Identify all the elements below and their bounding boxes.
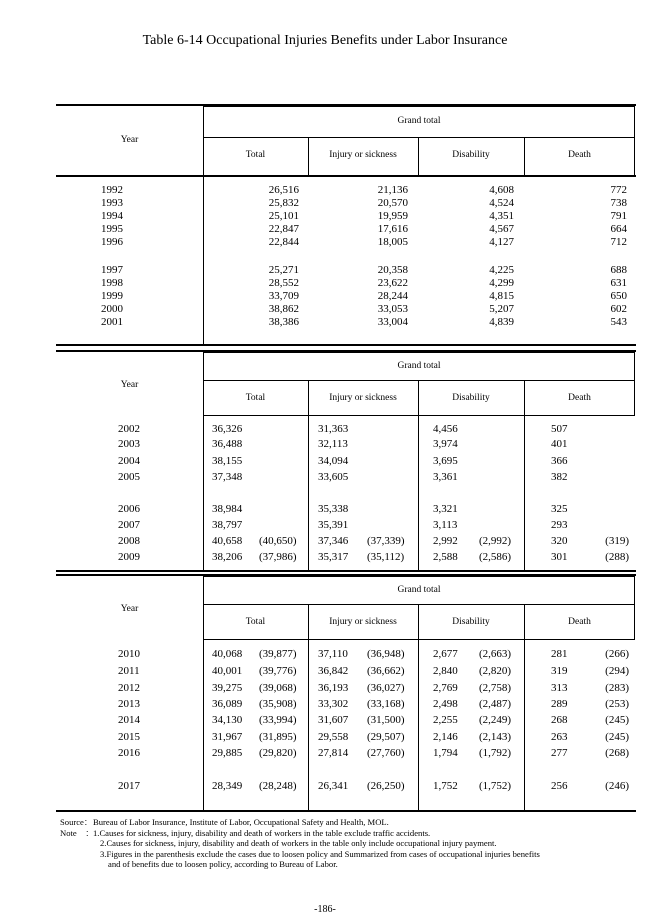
death-cell: 602 (610, 303, 627, 315)
total-cell: 34,130 (212, 714, 243, 726)
disability-cell: 4,524 (489, 197, 514, 209)
total-cell: 39,275 (212, 682, 243, 694)
injury-excl-cell: (36,027) (367, 682, 405, 694)
bottom-rule (56, 344, 636, 346)
grand-total-header: Grand total (397, 361, 441, 371)
injury-header: Injury or sickness (329, 393, 397, 403)
total-excl-cell: (40,650) (259, 535, 297, 547)
source-text: Bureau of Labor Insurance, Institute of Labor, Occupational Safety and Health, MOL. (93, 817, 389, 827)
disability-excl-cell: (2,143) (479, 731, 512, 743)
table-title: Table 6-14 Occupational Injuries Benefits under Labor Insurance (142, 33, 508, 48)
death-excl-cell: (253) (605, 698, 629, 710)
death-excl-cell: (268) (605, 747, 629, 759)
injury-cell: 32,113 (318, 438, 348, 450)
injury-cell: 34,094 (318, 455, 349, 467)
disability-cell: 2,840 (433, 665, 458, 677)
total-excl-cell: (33,994) (259, 714, 297, 726)
death-cell: 268 (551, 714, 568, 726)
death-header: Death (568, 393, 591, 403)
injury-cell: 33,004 (377, 316, 408, 328)
body-divider (203, 640, 204, 810)
injury-excl-cell: (27,760) (367, 747, 405, 759)
death-cell: 650 (610, 290, 627, 302)
total-excl-cell: (35,908) (259, 698, 297, 710)
year-cell: 2010 (118, 648, 140, 660)
year-header: Year (120, 380, 139, 390)
death-cell: 320 (551, 535, 568, 547)
year-header: Year (120, 135, 139, 145)
death-cell: 772 (610, 184, 627, 196)
disability-excl-cell: (2,663) (479, 648, 512, 660)
total-cell: 38,206 (212, 551, 243, 563)
death-cell: 664 (610, 223, 627, 235)
table-section-2002-2009 (56, 350, 636, 572)
disability-cell: 4,456 (433, 423, 458, 435)
death-excl-cell: (294) (605, 665, 629, 677)
total-cell: 25,832 (268, 197, 299, 209)
note-3a: 3.Figures in the parenthesis exclude the cases due to loosen policy and Summarized from cases of occupational injuries benefits (100, 848, 540, 859)
total-cell: 36,488 (212, 438, 243, 450)
disability-cell: 3,695 (433, 455, 458, 467)
disability-excl-cell: (2,758) (479, 682, 512, 694)
death-cell: 366 (551, 455, 568, 467)
note-3b: and of benefits due to loosen policy, according to Bureau of Labor. (108, 859, 338, 869)
bottom-rule (56, 570, 636, 572)
disability-cell: 4,351 (489, 210, 514, 222)
injury-cell: 37,346 (318, 535, 349, 547)
year-header: Year (120, 604, 139, 614)
injury-cell: 20,570 (377, 197, 408, 209)
injury-cell: 18,005 (377, 236, 408, 248)
year-cell: 2012 (118, 682, 140, 694)
disability-cell: 2,992 (433, 535, 458, 547)
total-cell: 36,326 (212, 423, 243, 435)
disability-header: Disability (452, 150, 490, 160)
death-cell: 791 (610, 210, 627, 222)
col-divider (308, 604, 309, 810)
total-excl-cell: (28,248) (259, 780, 297, 792)
total-excl-cell: (39,068) (259, 682, 297, 694)
disability-cell: 4,815 (489, 290, 514, 302)
injury-excl-cell: (26,250) (367, 780, 405, 792)
death-cell: 738 (610, 197, 627, 209)
body-divider (203, 416, 204, 570)
source-line (60, 817, 640, 828)
death-excl-cell: (246) (605, 780, 629, 792)
injury-cell: 17,616 (377, 223, 408, 235)
year-cell: 2003 (118, 438, 140, 450)
disability-excl-cell: (2,992) (479, 535, 512, 547)
year-cell: 1998 (101, 277, 123, 289)
injury-cell: 35,317 (318, 551, 349, 563)
death-cell: 319 (551, 665, 568, 677)
disability-cell: 2,677 (433, 648, 458, 660)
year-cell: 2014 (118, 714, 140, 726)
total-header: Total (245, 150, 266, 160)
death-cell: 325 (551, 503, 568, 515)
disability-header: Disability (452, 617, 490, 627)
injury-cell: 37,110 (318, 648, 348, 660)
death-cell: 382 (551, 471, 568, 483)
injury-cell: 33,053 (377, 303, 408, 315)
header-subrule (203, 604, 635, 605)
year-cell: 2000 (101, 303, 123, 315)
disability-cell: 5,207 (489, 303, 514, 315)
total-cell: 25,101 (268, 210, 299, 222)
total-cell: 40,001 (212, 665, 243, 677)
disability-cell: 4,225 (489, 264, 514, 276)
injury-cell: 29,558 (318, 731, 349, 743)
col-divider (524, 604, 525, 810)
total-cell: 38,984 (212, 503, 243, 515)
total-cell: 38,862 (268, 303, 299, 315)
death-header: Death (568, 617, 591, 627)
total-cell: 25,271 (268, 264, 299, 276)
year-cell: 2017 (118, 780, 140, 792)
grand-total-header: Grand total (397, 116, 441, 126)
year-cell: 2005 (118, 471, 140, 483)
year-cell: 2011 (118, 665, 140, 677)
injury-excl-cell: (33,168) (367, 698, 405, 710)
total-cell: 31,967 (212, 731, 243, 743)
total-excl-cell: (39,776) (259, 665, 297, 677)
injury-excl-cell: (36,948) (367, 648, 405, 660)
death-excl-cell: (319) (605, 535, 629, 547)
total-excl-cell: (39,877) (259, 648, 297, 660)
total-cell: 26,516 (268, 184, 299, 196)
total-cell: 37,348 (212, 471, 243, 483)
death-cell: 712 (610, 236, 627, 248)
total-cell: 40,068 (212, 648, 243, 660)
injury-cell: 36,842 (318, 665, 349, 677)
death-cell: 313 (551, 682, 568, 694)
injury-cell: 31,607 (318, 714, 349, 726)
year-cell: 2007 (118, 519, 140, 531)
injury-cell: 36,193 (318, 682, 349, 694)
header-subrule (203, 380, 635, 381)
grand-total-header: Grand total (397, 585, 441, 595)
year-cell: 2001 (101, 316, 123, 328)
disability-cell: 2,255 (433, 714, 458, 726)
injury-excl-cell: (35,112) (367, 551, 405, 563)
total-cell: 22,847 (268, 223, 299, 235)
disability-excl-cell: (1,792) (479, 747, 512, 759)
disability-cell: 2,769 (433, 682, 458, 694)
disability-cell: 3,974 (433, 438, 458, 450)
year-cell: 2013 (118, 698, 140, 710)
total-header: Total (245, 617, 266, 627)
death-excl-cell: (245) (605, 714, 629, 726)
death-cell: 301 (551, 551, 568, 563)
disability-cell: 4,608 (489, 184, 514, 196)
bottom-rule (56, 810, 636, 812)
disability-cell: 4,127 (489, 236, 514, 248)
year-cell: 2009 (118, 551, 140, 563)
death-excl-cell: (245) (605, 731, 629, 743)
injury-cell: 19,959 (377, 210, 408, 222)
death-cell: 507 (551, 423, 568, 435)
death-excl-cell: (283) (605, 682, 629, 694)
total-cell: 29,885 (212, 747, 243, 759)
disability-excl-cell: (2,249) (479, 714, 512, 726)
injury-cell: 28,244 (377, 290, 408, 302)
total-cell: 33,709 (268, 290, 299, 302)
note-label: Note ： (60, 827, 94, 838)
col-divider (418, 604, 419, 810)
col-divider (524, 380, 525, 570)
disability-excl-cell: (2,820) (479, 665, 512, 677)
injury-cell: 26,341 (318, 780, 349, 792)
injury-excl-cell: (36,662) (367, 665, 405, 677)
col-divider (308, 380, 309, 570)
death-header: Death (568, 150, 591, 160)
table-notes (60, 817, 640, 870)
injury-excl-cell: (29,507) (367, 731, 405, 743)
injury-excl-cell: (37,339) (367, 535, 405, 547)
disability-cell: 4,567 (489, 223, 514, 235)
death-cell: 289 (551, 698, 568, 710)
body-divider (203, 176, 204, 344)
total-cell: 38,386 (268, 316, 299, 328)
death-excl-cell: (288) (605, 551, 629, 563)
year-cell: 2002 (118, 423, 140, 435)
total-excl-cell: (29,820) (259, 747, 297, 759)
year-cell: 1996 (101, 236, 123, 248)
disability-excl-cell: (1,752) (479, 780, 512, 792)
year-cell: 1993 (101, 197, 123, 209)
year-cell: 2008 (118, 535, 140, 547)
total-excl-cell: (31,895) (259, 731, 297, 743)
death-cell: 631 (610, 277, 627, 289)
note-line-1 (60, 828, 640, 839)
injury-excl-cell: (31,500) (367, 714, 405, 726)
year-cell: 1995 (101, 223, 123, 235)
death-cell: 281 (551, 648, 568, 660)
disability-cell: 3,321 (433, 503, 458, 515)
disability-cell: 2,588 (433, 551, 458, 563)
injury-cell: 21,136 (377, 184, 408, 196)
injury-cell: 33,605 (318, 471, 349, 483)
death-cell: 401 (551, 438, 568, 450)
disability-excl-cell: (2,586) (479, 551, 512, 563)
injury-cell: 20,358 (377, 264, 408, 276)
total-excl-cell: (37,986) (259, 551, 297, 563)
disability-cell: 1,794 (433, 747, 458, 759)
total-cell: 28,552 (268, 277, 299, 289)
source-label: Source： (60, 817, 93, 827)
death-cell: 293 (551, 519, 568, 531)
disability-cell: 3,361 (433, 471, 458, 483)
disability-excl-cell: (2,487) (479, 698, 512, 710)
disability-cell: 4,299 (489, 277, 514, 289)
injury-cell: 31,363 (318, 423, 349, 435)
year-cell: 1999 (101, 290, 123, 302)
year-cell: 2004 (118, 455, 140, 467)
year-cell: 2015 (118, 731, 140, 743)
injury-header: Injury or sickness (329, 150, 397, 160)
header-subrule (203, 137, 635, 138)
header-bottom-rule (56, 175, 636, 177)
note-2: 2.Causes for sickness, injury, disability and death of workers in the table only include occupational injury payment. (100, 838, 497, 848)
total-cell: 40,658 (212, 535, 243, 547)
injury-cell: 35,391 (318, 519, 349, 531)
disability-header: Disability (452, 393, 490, 403)
note-1: 1.Causes for sickness, injury, disability and death of workers in the table exclude traffic accidents. (93, 827, 431, 838)
page-number: -186- (314, 904, 336, 915)
death-cell: 277 (551, 747, 568, 759)
death-cell: 263 (551, 731, 568, 743)
death-excl-cell: (266) (605, 648, 629, 660)
table-section-1992-2001 (56, 104, 636, 346)
total-cell: 36,089 (212, 698, 243, 710)
disability-cell: 3,113 (433, 519, 458, 531)
injury-header: Injury or sickness (329, 617, 397, 627)
year-cell: 2016 (118, 747, 140, 759)
total-cell: 28,349 (212, 780, 243, 792)
total-cell: 22,844 (268, 236, 299, 248)
disability-cell: 4,839 (489, 316, 514, 328)
injury-cell: 35,338 (318, 503, 349, 515)
injury-cell: 27,814 (318, 747, 349, 759)
disability-cell: 2,498 (433, 698, 458, 710)
disability-cell: 2,146 (433, 731, 458, 743)
injury-cell: 23,622 (377, 277, 408, 289)
year-cell: 1992 (101, 184, 123, 196)
col-divider (418, 380, 419, 570)
year-cell: 2006 (118, 503, 140, 515)
year-cell: 1994 (101, 210, 123, 222)
table-section-2010-2017 (56, 574, 636, 812)
disability-cell: 1,752 (433, 780, 458, 792)
death-cell: 256 (551, 780, 568, 792)
total-cell: 38,155 (212, 455, 243, 467)
total-cell: 38,797 (212, 519, 243, 531)
injury-cell: 33,302 (318, 698, 349, 710)
death-cell: 543 (610, 316, 627, 328)
year-cell: 1997 (101, 264, 123, 276)
total-header: Total (245, 393, 266, 403)
death-cell: 688 (610, 264, 627, 276)
